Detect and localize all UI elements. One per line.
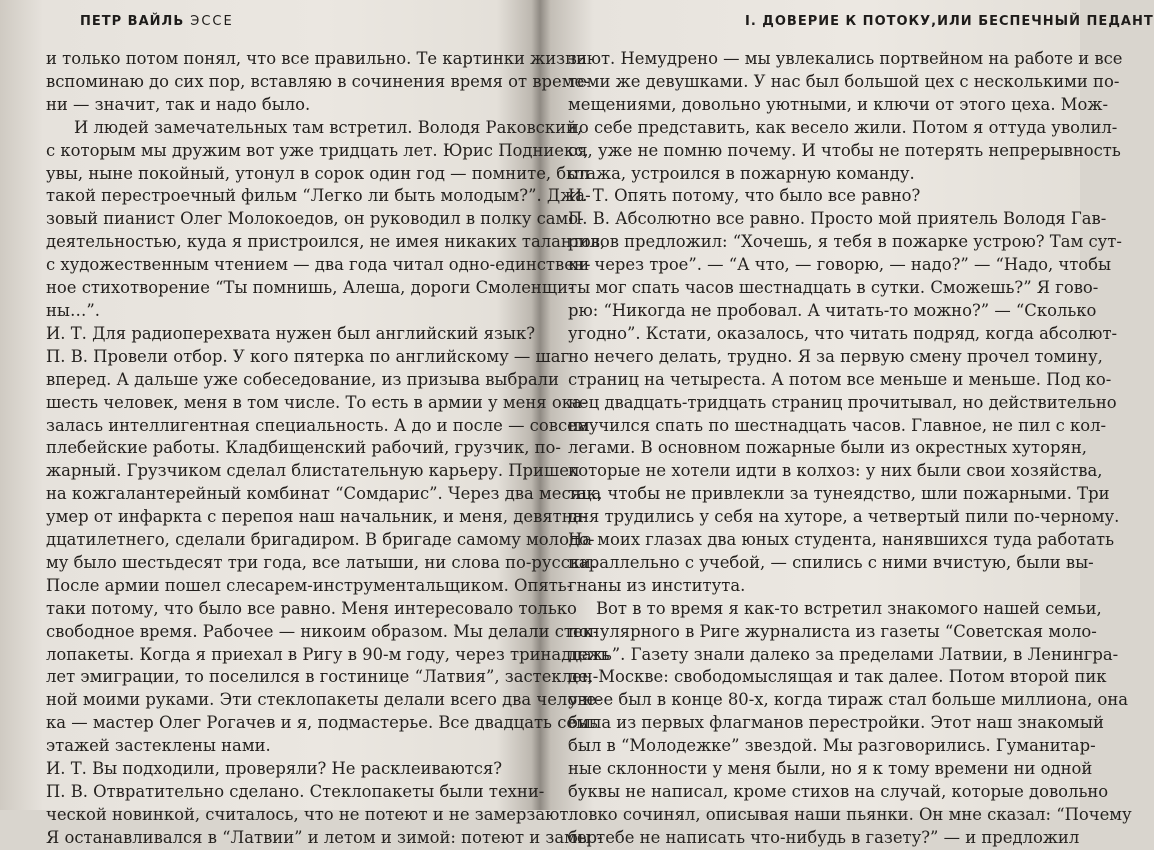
text-line: ны…”. <box>46 300 100 320</box>
text-line: так, чтобы не привлекли за тунеядство, шли пожарными. Три <box>568 484 1110 504</box>
left-running-head <box>80 14 234 29</box>
text-line: на кожгалантерейный комбинат “Сомдарис”. Через два месяца <box>46 484 602 504</box>
text-line: ся, уже не помню почему. И чтобы не потерять непрерывность <box>568 140 1121 160</box>
right-running-head: I. ДОВЕРИЕ К ПОТОКУ,ИЛИ БЕСПЕЧНЫЙ ПЕДАНТ <box>745 14 1154 29</box>
text-line: деятельностью, куда я пристроился, не имея никаких талантов, <box>46 232 606 252</box>
text-line: умер от инфаркта с перепоя наш начальник, и меня, девятна- <box>46 507 588 527</box>
text-line: Вот в то время я как-то встретил знакомого нашей семьи, <box>596 598 1102 618</box>
text-line: жарный. Грузчиком сделал блистательную карьеру. Пришел <box>46 461 580 481</box>
text-line: но себе представить, как весело жили. Потом я оттуда уволил- <box>568 117 1118 137</box>
text-line: Я останавливался в “Латвии” и летом и зимой: потеют и замер- <box>46 827 603 847</box>
text-line: ной моими руками. Эти стеклопакеты делали всего два челове- <box>46 690 602 710</box>
text-line: вспоминаю до сих пор, вставляю в сочинения время от време- <box>46 71 590 91</box>
text-line: дцатилетнего, сделали бригадиром. В бригаде самому молодо- <box>46 530 595 550</box>
text-line: му было шестьдесят три года, все латыши, ни слова по-русски. <box>46 552 597 572</box>
text-line: ты мог спать часов шестнадцать в сутки. Сможешь?” Я гово- <box>568 278 1099 298</box>
text-line: свободное время. Рабочее — никоим образом. Мы делали стек- <box>46 621 599 641</box>
text-line: у нее был в конце 80-х, когда тираж стал больше миллиона, она <box>568 690 1129 710</box>
text-line: ческой новинкой, считалось, что не потеют и не замерзают. <box>46 804 574 824</box>
left-page-text <box>46 48 610 850</box>
text-line: рю: “Никогда не пробовал. А читать-то можно?” — “Сколько <box>568 300 1097 320</box>
text-line: которые не хотели идти в колхоз: у них были свои хозяйства, <box>568 461 1103 481</box>
text-line: ное стихотворение “Ты помнишь, Алеша, дороги Смоленщи- <box>46 278 574 298</box>
text-line: рилов предложил: “Хочешь, я тебя в пожарке устрою? Там сут- <box>568 232 1122 252</box>
text-line: вперед. А дальше уже собеседование, из призыва выбрали <box>46 369 559 389</box>
text-line: После армии пошел слесарем-инструментальщиком. Опять- <box>46 575 573 595</box>
text-line: На моих глазах два юных студента, нанявшихся туда работать <box>568 530 1115 550</box>
text-line: зают. Немудрено — мы увлекались портвейном на работе и все <box>568 49 1123 68</box>
text-line: П. В. Провели отбор. У кого пятерка по английскому — шаг <box>46 346 570 366</box>
text-line: угодно”. Кстати, оказалось, что читать подряд, когда абсолют- <box>568 323 1118 343</box>
text-line: стажа, устроился в пожарную команду. <box>568 163 915 183</box>
text-line: дня трудились у себя на хуторе, а четвертый пили по-черному. <box>568 507 1120 527</box>
text-line: лет эмиграции, то поселился в гостинице “Латвия”, застеклен- <box>46 667 599 687</box>
text-line: П. В. Абсолютно все равно. Просто мой приятель Володя Гав- <box>568 209 1107 229</box>
text-line: с которым мы дружим вот уже тридцать лет. Юрис Подниекс, <box>46 140 589 160</box>
running-head-author: ПЕТР ВАЙЛЬ <box>80 14 185 29</box>
text-line: И людей замечательных там встретил. Володя Раковский, <box>74 117 583 137</box>
text-line: де, Москве: свободомыслящая и так далее. Потом второй пик <box>568 667 1107 687</box>
text-line: шесть человек, меня в том числе. То есть в армии у меня ока- <box>46 392 588 412</box>
text-line: параллельно с учебой, — спились с ними вчистую, были вы- <box>568 552 1094 572</box>
right-page <box>540 0 1154 847</box>
text-line: ные склонности у меня были, но я к тому времени ни одной <box>568 759 1093 779</box>
text-line: бы тебе не написать что-нибудь в газету?” — и предложил <box>568 827 1080 847</box>
text-line: но нечего делать, трудно. Я за первую смену прочел томину, <box>568 346 1103 366</box>
text-line: гнаны из института. <box>568 575 746 595</box>
text-line: с художественным чтением — два года читал одно-единствен- <box>46 255 591 275</box>
right-page-text <box>568 48 1132 850</box>
running-head-series: ЭССЕ <box>190 14 234 29</box>
text-line: научился спать по шестнадцать часов. Главное, не пил с кол- <box>568 415 1107 435</box>
text-line: легами. В основном пожарные были из окрестных хуторян, <box>568 438 1087 458</box>
text-line: дежь”. Газету знали далеко за пределами Латвии, в Ленингра- <box>568 644 1119 664</box>
text-line: ни — значит, так и надо было. <box>46 94 311 114</box>
text-line: популярного в Риге журналиста из газеты “Советская моло- <box>568 621 1097 641</box>
text-line: такой перестроечный фильм “Легко ли быть молодым?”. Джа- <box>46 186 591 206</box>
text-line: П. В. Отвратительно сделано. Стеклопакеты были техни- <box>46 782 545 801</box>
text-line: ки через трое”. — “А что, — говорю, — надо?” — “Надо, чтобы <box>568 255 1112 275</box>
text-line: нец двадцать-тридцать страниц прочитывал, но действительно <box>568 392 1117 412</box>
text-line: этажей застеклены нами. <box>46 736 271 756</box>
text-line: теми же девушками. У нас был большой цех с несколькими по- <box>568 71 1120 91</box>
text-line: плебейские работы. Кладбищенский рабочий, грузчик, по- <box>46 438 561 458</box>
text-line: увы, ныне покойный, утонул в сорок один год — помните, был <box>46 163 590 183</box>
text-line: мещениями, довольно уютными, и ключи от этого цеха. Мож- <box>568 94 1109 114</box>
text-line: ловко сочинял, описывая наши пьянки. Он мне сказал: “Почему <box>568 804 1132 824</box>
text-line: был в “Молодежке” звездой. Мы разговорились. Гуманитар- <box>568 736 1096 756</box>
text-line: И. Т. Опять потому, что было все равно? <box>568 186 921 206</box>
text-line: таки потому, что было все равно. Меня интересовало только <box>46 598 577 618</box>
text-line: буквы не написал, кроме стихов на случай, которые довольно <box>568 782 1109 801</box>
text-line: И. Т. Для радиоперехвата нужен был английский язык? <box>46 323 536 343</box>
text-line: ка — мастер Олег Рогачев и я, подмастерье. Все двадцать семь <box>46 713 598 733</box>
text-line: лопакеты. Когда я приехал в Ригу в 90-м году, через тринадцать <box>46 644 610 664</box>
text-line: и только потом понял, что все правильно. Те картинки жизни <box>46 49 587 68</box>
text-line: зовый пианист Олег Молокоедов, он руководил в полку само- <box>46 209 584 229</box>
text-line: И. Т. Вы подходили, проверяли? Не расклеиваются? <box>46 759 503 779</box>
text-line: была из первых флагманов перестройки. Этот наш знакомый <box>568 713 1104 733</box>
text-line: залась интеллигентная специальность. А до и после — совсем <box>46 415 590 435</box>
text-line: страниц на четыреста. А потом все меньше и меньше. Под ко- <box>568 369 1112 389</box>
